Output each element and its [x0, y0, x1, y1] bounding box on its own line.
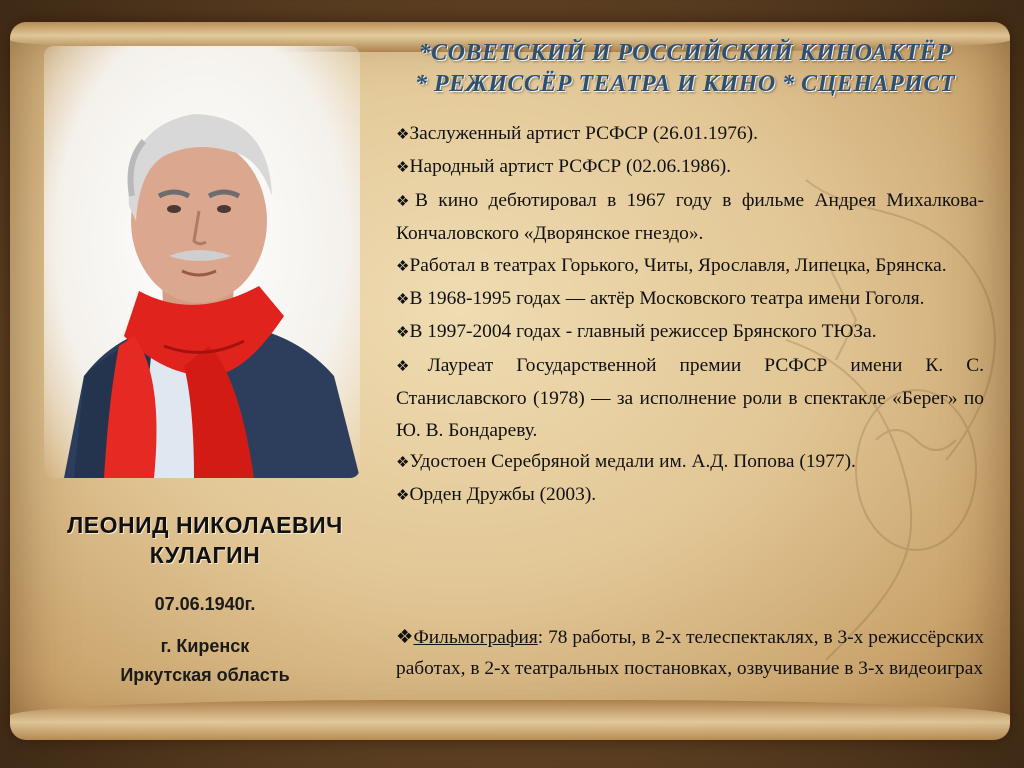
diamond-bullet-icon: ❖: [396, 160, 410, 177]
birth-date: 07.06.1940г.: [154, 594, 256, 614]
diamond-bullet-icon: ❖: [396, 127, 410, 143]
diamond-bullet-icon: ❖: [396, 627, 414, 648]
portrait-photo: [44, 46, 360, 478]
list-item: ❖Заслуженный артист РСФСР (26.01.1976).: [396, 123, 758, 144]
list-item: ❖Удостоен Серебряной медали им. А.Д. Попова (1977).: [396, 451, 856, 473]
birth-region: Иркутская область: [120, 665, 290, 685]
diamond-bullet-icon: ❖: [396, 258, 410, 275]
list-item: ❖Работал в театрах Горького, Читы, Ярославля, Липецка, Брянска.: [396, 254, 947, 276]
scroll-roll-bottom: [10, 700, 1010, 740]
list-item: ❖Народный артист РСФСР (02.06.1986).: [396, 156, 732, 178]
list-item: ❖В 1997-2004 годах - главный режиссер Брянского ТЮЗа.: [396, 321, 877, 343]
header-line1: *СОВЕТСКИЙ И РОССИЙСКИЙ КИНОАКТЁР: [418, 40, 952, 66]
person-name-line1: ЛЕОНИД НИКОЛАЕВИЧ: [67, 512, 343, 538]
person-name-line2: КУЛАГИН: [149, 542, 261, 568]
diamond-bullet-icon: ❖: [396, 455, 410, 472]
header-line2: * РЕЖИССЁР ТЕАТРА И КИНО * СЦЕНАРИСТ: [415, 71, 955, 97]
filmography-text: : 78 работы, в 2-х телеспектаклях, в 3-х режиссёрских работах, в 2-х театральных постановках, озвучивание в 3-х видеоиграх: [396, 627, 984, 680]
person-name: [20, 510, 390, 570]
diamond-bullet-icon: ❖: [396, 292, 410, 309]
slide-header: [375, 38, 995, 100]
diamond-bullet-icon: ❖: [396, 193, 415, 210]
diamond-bullet-icon: ❖: [396, 358, 428, 375]
list-item: ❖В 1968-1995 годах — актёр Московского театра имени Гоголя.: [396, 288, 925, 310]
filmography-label: Фильмография: [413, 627, 538, 648]
list-item: ❖Лауреат Государственной премии РСФСР имени К. С. Станиславского (1978) — за исполнение роли в спектакле «Берег» по Ю. В. Бондареву.: [396, 354, 985, 441]
list-item: ❖В кино дебютировал в 1967 году в фильме Андрея Михалкова-Кончаловского «Дворянское гнездо».: [396, 189, 984, 245]
list-item: ❖Орден Дружбы (2003).: [396, 484, 597, 506]
diamond-bullet-icon: ❖: [396, 488, 410, 505]
birth-city: г. Киренск: [160, 636, 250, 656]
diamond-bullet-icon: ❖: [396, 325, 410, 342]
filmography: [396, 622, 984, 685]
facts-list: [396, 118, 984, 513]
